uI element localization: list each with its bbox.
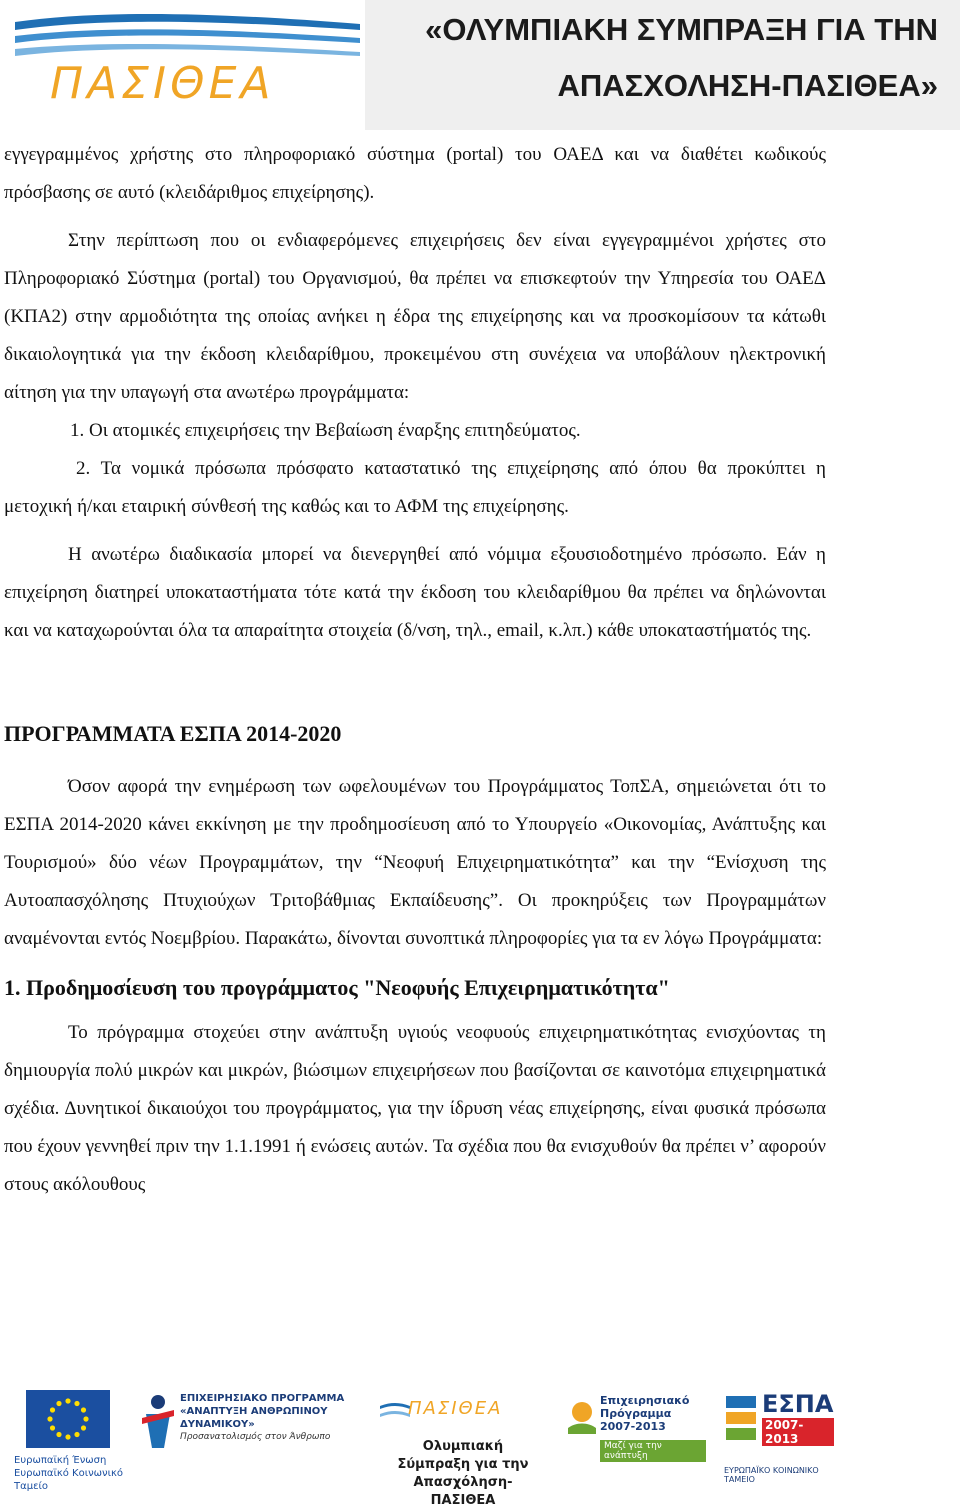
paragraph-procedure: Η ανωτέρω διαδικασία μπορεί να διενεργηθεί από νόμιμα εξουσιοδοτημένο πρόσωπο. Εάν η επιχείρηση διατηρεί υποκαταστήματα τότε κατά την έκδοση του κλειδαρίθμου θα πρέπει να δηλώνονται και να καταχωρούνται όλα τα απαραίτητα στοιχεία (δ/νση, τηλ., email, κ.λπ.) κάθε υποκαταστήματός της. [4,544,826,641]
espa-years: 2007-2013 [762,1418,834,1446]
espa-logo [724,1390,834,1490]
eu-logo [14,1390,124,1490]
list-item-individual: 1. Οι ατομικές επιχειρήσεις την Βεβαίωση έναρξης επιτηδεύματος. [70,420,581,441]
page-footer-logos [0,1380,960,1508]
logo-text: ΠΑΣΙΘΕΑ [50,58,275,109]
page-header [0,0,960,130]
header-title-line-2: ΑΠΑΣΧΟΛΗΣΗ-ΠΑΣΙΘΕΑ» [557,68,938,103]
document-body [4,136,826,1204]
small-waves-icon [380,1400,410,1424]
header-title-line-1: «ΟΛΥΜΠΙΑΚΗ ΣΥΜΠΡΑΞΗ ΓΙΑ ΤΗΝ [425,12,938,47]
pasithea-caption: Ολυμπιακή Σύμπραξη για την Απασχόληση- ΠΑΣΙΘΕΑ [397,1439,529,1508]
operational-program-tagline: Προσανατολισμός στον Άνθρωπο [180,1432,331,1442]
espa-emblem-icon [724,1394,758,1454]
header-title-bar [365,0,960,130]
pasithea-footer-logo [380,1398,550,1508]
espa-name: ΕΣΠΑ [762,1390,834,1418]
paragraph-program: Το πρόγραμμα στοχεύει στην ανάπτυξη υγιούς νεοφυούς επιχειρηματικότητας ενισχύοντας τη δημιουργία πολύ μικρών και μικρών, βιώσιμων επιχειρήσεων που βασίζονται σε καινοτόμα επιχειρηματικά σχέδια. Δυνητικοί δικαιούχοι του προγράμματος, για την ίδρυση νέας επιχείρησης, είναι φυσικά πρόσωπα που έχουν γεννηθεί πριν την 1.1.1991 ή ενώσεις αυτών. Τα σχέδια που θα ενισχυθούν θα πρέπει ν’ αφορούν στους ακόλουθους [4,1022,826,1195]
ep-tagline: Μαζί για την ανάπτυξη [600,1440,706,1462]
ep-caption: Επιχειρησιακό Πρόγραμμα 2007-2013 [600,1394,690,1433]
eu-flag-icon [26,1390,110,1448]
eu-caption: Ευρωπαϊκή Ένωση Ευρωπαϊκό Κοινωνικό Ταμείο [14,1455,124,1492]
sub-heading-program: 1. Προδημοσίευση του προγράμματος "Νεοφυής Επιχειρηματικότητα" [4,975,670,1000]
list-item-legal-entities: 2. Τα νομικά πρόσωπα πρόσφατο καταστατικό της επιχείρησης από όπου θα προκύπτει η μετοχική ή/και εταιρική σύνθεσή της καθώς και το ΑΦΜ της επιχείρησης. [4,458,826,517]
paragraph-not-registered: Στην περίπτωση που οι ενδιαφερόμενες επιχειρήσεις δεν είναι εγγεγραμμένοι χρήστες στο Πληροφοριακό Σύστημα (portal) του Οργανισμού, θα πρέπει να επισκεφτούν την Υπηρεσία του ΟΑΕΔ (ΚΠΑ2) στην αρμοδιότητα της οποίας ανήκει η έδρα της επιχείρησης και να προσκομίσουν τα κάτωθι δικαιολογητικά για την έκδοση κλειδαρίθμου, προκειμένου στη συνέχεια να υποβάλουν ηλεκτρονική αίτηση για την υπαγωγή στα ανωτέρω προγράμματα: [4,230,826,403]
human-figure-icon [140,1392,176,1452]
espa-fund-caption: ΕΥΡΩΠΑΪΚΟ ΚΟΙΝΩΝΙΚΟ ΤΑΜΕΙΟ [724,1466,819,1484]
pasithea-logo [10,6,370,116]
paragraph-portal-continuation: εγγεγραμμένος χρήστης στο πληροφοριακό σύστημα (portal) του ΟΑΕΔ και να διαθέτει κωδικούς πρόσβασης σε αυτό (κλειδάριθμος επιχείρησης). [4,144,826,203]
section-heading-espa: ΠΡΟΓΡΑΜΜΑΤΑ ΕΣΠΑ 2014-2020 [4,721,342,746]
operational-program-logo [140,1392,370,1482]
sun-emblem-icon [566,1398,598,1438]
pasithea-small-text: ΠΑΣΙΘΕΑ [408,1398,503,1419]
ep-2007-2013-logo [566,1394,706,1484]
paragraph-espa: Όσον αφορά την ενημέρωση των ωφελουμένων του Προγράμματος ΤοπΣΑ, σημειώνεται ότι το ΕΣΠΑ 2014-2020 κάνει εκκίνηση με την προδημοσίευση από το Υπουργείο «Οικονομίας, Ανάπτυξης και Τουρισμού» δύο νέων Προγραμμάτων, την “Νεοφυή Επιχειρηματικότητα” και την “Ενίσχυση της Αυτοαπασχόλησης Πτυχιούχων Τριτοβάθμιας Εκπαίδευσης”. Οι προκηρύξεις των Προγραμμάτων αναμένονται εντός Νοεμβρίου. Παρακάτω, δίνονται συνοπτικά πληροφορίες για τα εν λόγω Προγράμματα: [4,776,826,949]
operational-program-caption: ΕΠΙΧΕΙΡΗΣΙΑΚΟ ΠΡΟΓΡΑΜΜΑ «ΑΝΑΠΤΥΞΗ ΑΝΘΡΩΠΙΝΟΥ ΔΥΝΑΜΙΚΟΥ» [180,1393,345,1430]
